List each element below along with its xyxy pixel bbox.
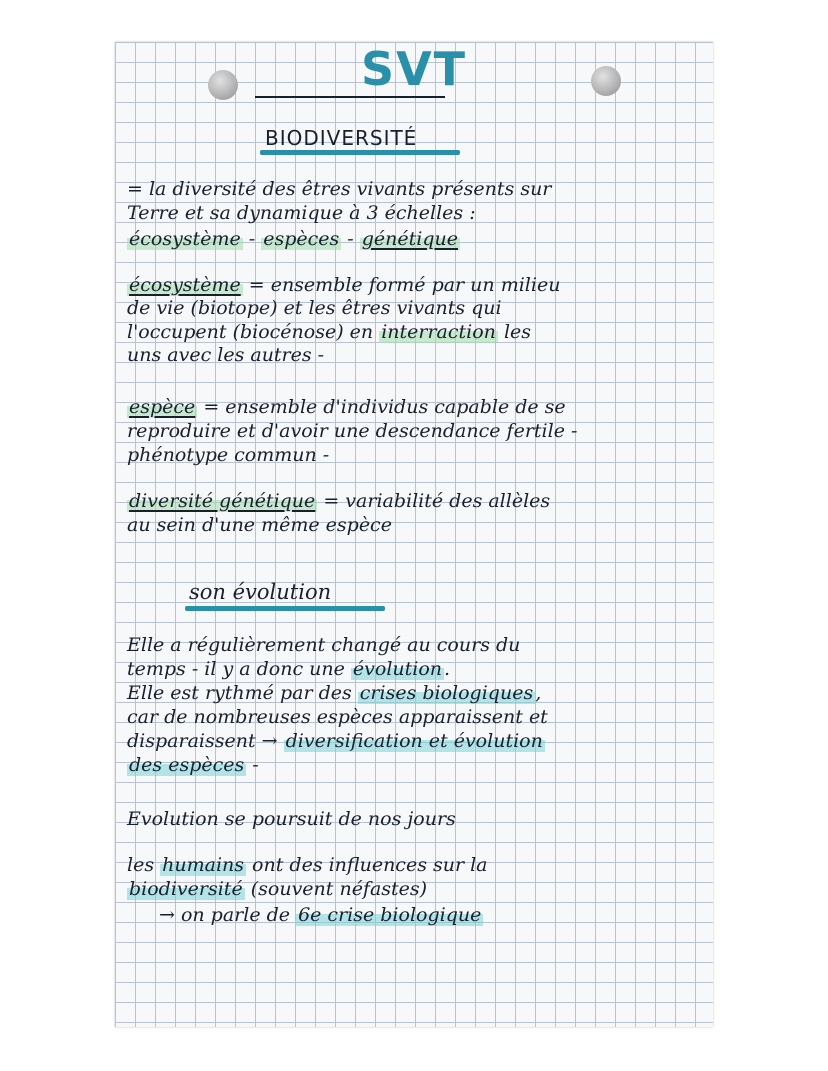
evolution-text: temps - il y a donc une	[127, 658, 351, 680]
humans-text: ont des influences sur la	[246, 854, 488, 876]
biodiversite-highlight: biodiversité	[129, 878, 243, 900]
notebook-page	[115, 42, 713, 1027]
espece-definition: = ensemble d'individus capable de se	[197, 396, 566, 418]
genetique-line-1	[127, 490, 707, 512]
ecosysteme-line-1	[127, 274, 707, 296]
page-title: SVT	[360, 42, 468, 96]
evolution-line-1: Elle a régulièrement changé au cours du	[127, 634, 521, 656]
humans-line-1	[127, 854, 707, 876]
humans-text: les	[127, 854, 161, 876]
espece-line-3: phénotype commun -	[127, 444, 330, 466]
intro-line-2: Terre et sa dynamique à 3 échelles :	[127, 202, 476, 224]
ecosysteme-term: écosystème	[129, 274, 241, 296]
especes-highlight: des espèces	[129, 754, 245, 776]
sixth-crisis-highlight: 6e crise biologique	[298, 904, 482, 926]
ecosysteme-text: l'occupent (biocénose) en	[127, 321, 380, 343]
subtitle-underline	[260, 150, 460, 155]
scale-genetique: génétique	[361, 228, 458, 250]
scale-especes: espèces	[263, 228, 340, 250]
evolution-highlight: évolution	[352, 658, 443, 680]
page-subtitle: BIODIVERSITÉ	[265, 126, 418, 150]
ecosysteme-line-4: uns avec les autres -	[127, 344, 325, 366]
evolution-line-3	[127, 682, 707, 704]
humans-line-3	[159, 904, 707, 926]
humains-highlight: humains	[162, 854, 245, 876]
espece-term: espèce	[129, 396, 196, 418]
evolution-text: -	[246, 754, 259, 776]
evolution-text: ,	[535, 682, 542, 704]
ecosysteme-line-3	[127, 321, 707, 343]
espece-line-2: reproduire et d'avoir une descendance fertile -	[127, 420, 578, 442]
intro-line-1: = la diversité des êtres vivants présents sur	[127, 178, 552, 200]
humans-line-2	[127, 878, 707, 900]
humans-text: → on parle de	[159, 904, 297, 926]
genetique-definition: = variabilité des allèles	[317, 490, 551, 512]
section-heading: son évolution	[189, 580, 332, 604]
scale-separator: -	[341, 228, 360, 250]
espece-line-1	[127, 396, 707, 418]
evolution-text: Elle est rythmé par des	[127, 682, 358, 704]
evolution-line-6	[127, 754, 707, 776]
evolution-continues: Evolution se poursuit de nos jours	[127, 808, 456, 830]
evolution-text: disparaissent →	[127, 730, 284, 752]
section-heading-underline	[185, 606, 385, 611]
scale-separator: -	[242, 228, 262, 250]
crises-highlight: crises biologiques	[359, 682, 534, 704]
evolution-text: .	[444, 658, 451, 680]
ecosysteme-definition: = ensemble formé par un milieu	[242, 274, 561, 296]
ecosysteme-highlight: interraction	[381, 321, 496, 343]
scale-ecosysteme: écosystème	[129, 228, 241, 250]
intro-scales	[127, 228, 707, 250]
diversification-highlight: diversification et évolution	[285, 730, 543, 752]
evolution-line-5	[127, 730, 707, 752]
genetique-term: diversité génétique	[129, 490, 316, 512]
genetique-line-2: au sein d'une même espèce	[127, 514, 392, 536]
humans-text: (souvent néfastes)	[244, 878, 428, 900]
evolution-line-2	[127, 658, 707, 680]
title-underline	[255, 96, 445, 98]
evolution-line-4: car de nombreuses espèces apparaissent et	[127, 706, 548, 728]
ecosysteme-text: les	[497, 321, 532, 343]
ecosysteme-line-2: de vie (biotope) et les êtres vivants qui	[127, 297, 502, 319]
